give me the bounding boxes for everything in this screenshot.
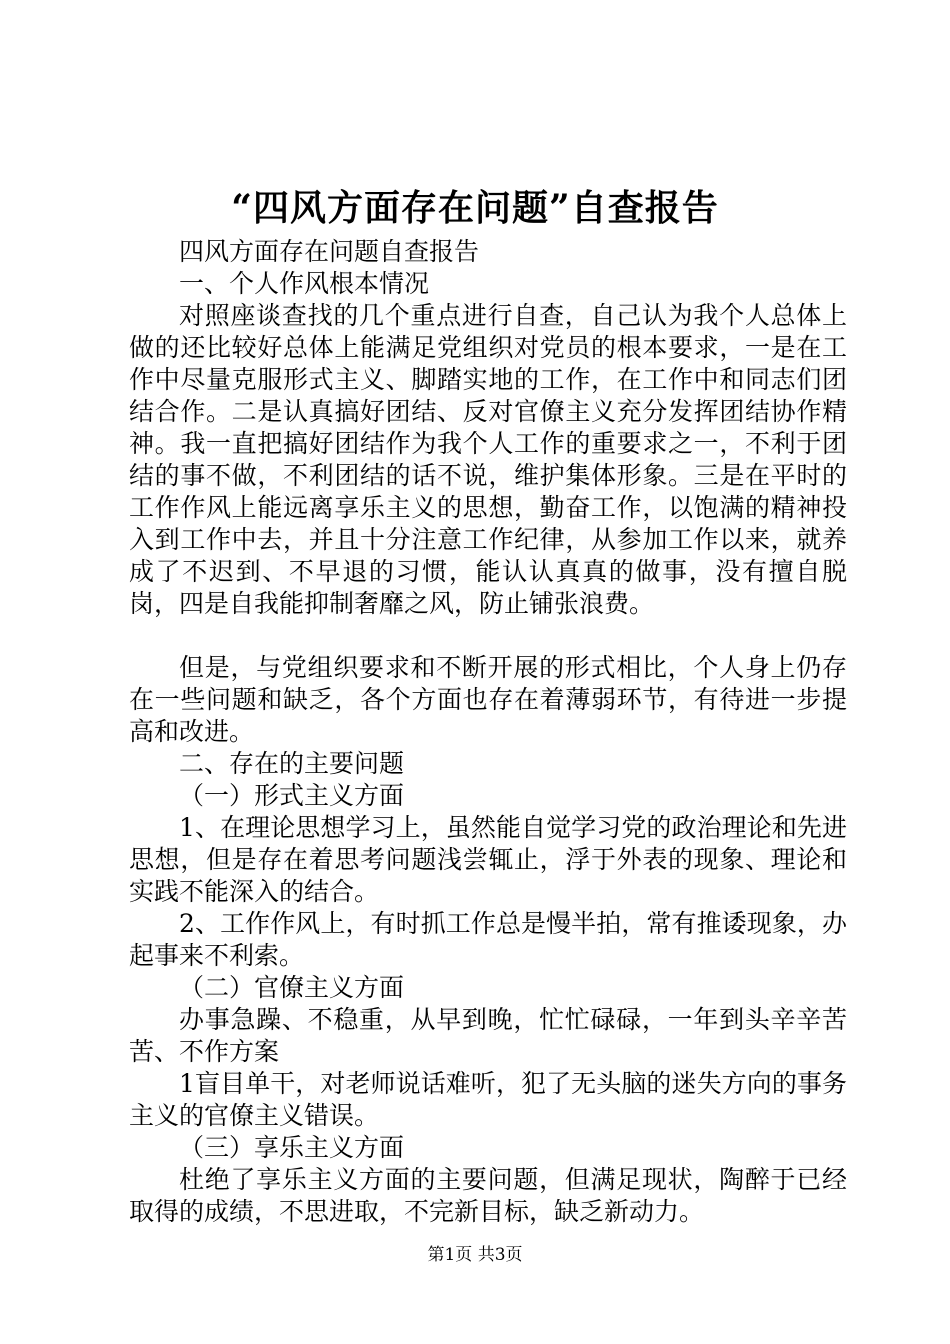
paragraph-formalism-1: 1、在理论思想学习上，虽然能自觉学习党的政治理论和先进思想，但是存在着思考问题浅尝辄止，浮于外表的现象、理论和实践不能深入的结合。 [129,813,847,906]
section-heading-2: 二、存在的主要问题 [179,749,405,778]
subsection-heading-formalism: （一）形式主义方面 [179,781,405,810]
paragraph-hedonism-1: 杜绝了享乐主义方面的主要问题，但满足现状，陶醉于已经取得的成绩，不思进取，不完新目标，缺乏新动力。 [129,1165,847,1226]
paragraph-formalism-2: 2、工作作风上，有时抓工作总是慢半拍，常有推诿现象，办起事来不利索。 [129,909,847,970]
paragraph-self-check: 对照座谈查找的几个重点进行自查，自己认为我个人总体上做的还比较好总体上能满足党组织对党员的根本要求，一是在工作中尽量克服形式主义、脚踏实地的工作，在工作中和同志们团结合作。二是认真搞好团结、反对官僚主义充分发挥团结协作精神。我一直把搞好团结作为我个人工作的重要求之一，不利于团结的事不做，不利团结的话不说，维护集体形象。三是在平时的工作作风上能远离享乐主义的思想，勤奋工作，以饱满的精神投入到工作中去，并且十分注意工作纪律，从参加工作以来，就养成了不迟到、不早退的习惯，能认认真真的做事，没有擅自脱岗，四是自我能抑制奢靡之风，防止铺张浪费。 [129,301,847,618]
document-title: “四风方面存在问题”自查报告 [231,187,719,229]
document-body [129,236,847,1228]
paragraph-report-name: 四风方面存在问题自查报告 [179,237,480,266]
paragraph-bureaucracy-2: 1盲目单干，对老师说话难听，犯了无头脑的迷失方向的事务主义的官僚主义错误。 [129,1069,847,1130]
paragraph-shortcomings: 但是，与党组织要求和不断开展的形式相比，个人身上仍存在一些问题和缺乏，各个方面也存在着薄弱环节，有待进一步提高和改进。 [129,653,847,746]
paragraph-bureaucracy-1: 办事急躁、不稳重，从早到晚，忙忙碌碌，一年到头辛辛苦苦、不作方案 [129,1005,847,1066]
page-number: 第1页 共3页 [427,1245,523,1265]
subsection-heading-hedonism: （三）享乐主义方面 [179,1133,405,1162]
section-heading-1: 一、个人作风根本情况 [179,269,430,298]
subsection-heading-bureaucracy: （二）官僚主义方面 [179,973,405,1002]
